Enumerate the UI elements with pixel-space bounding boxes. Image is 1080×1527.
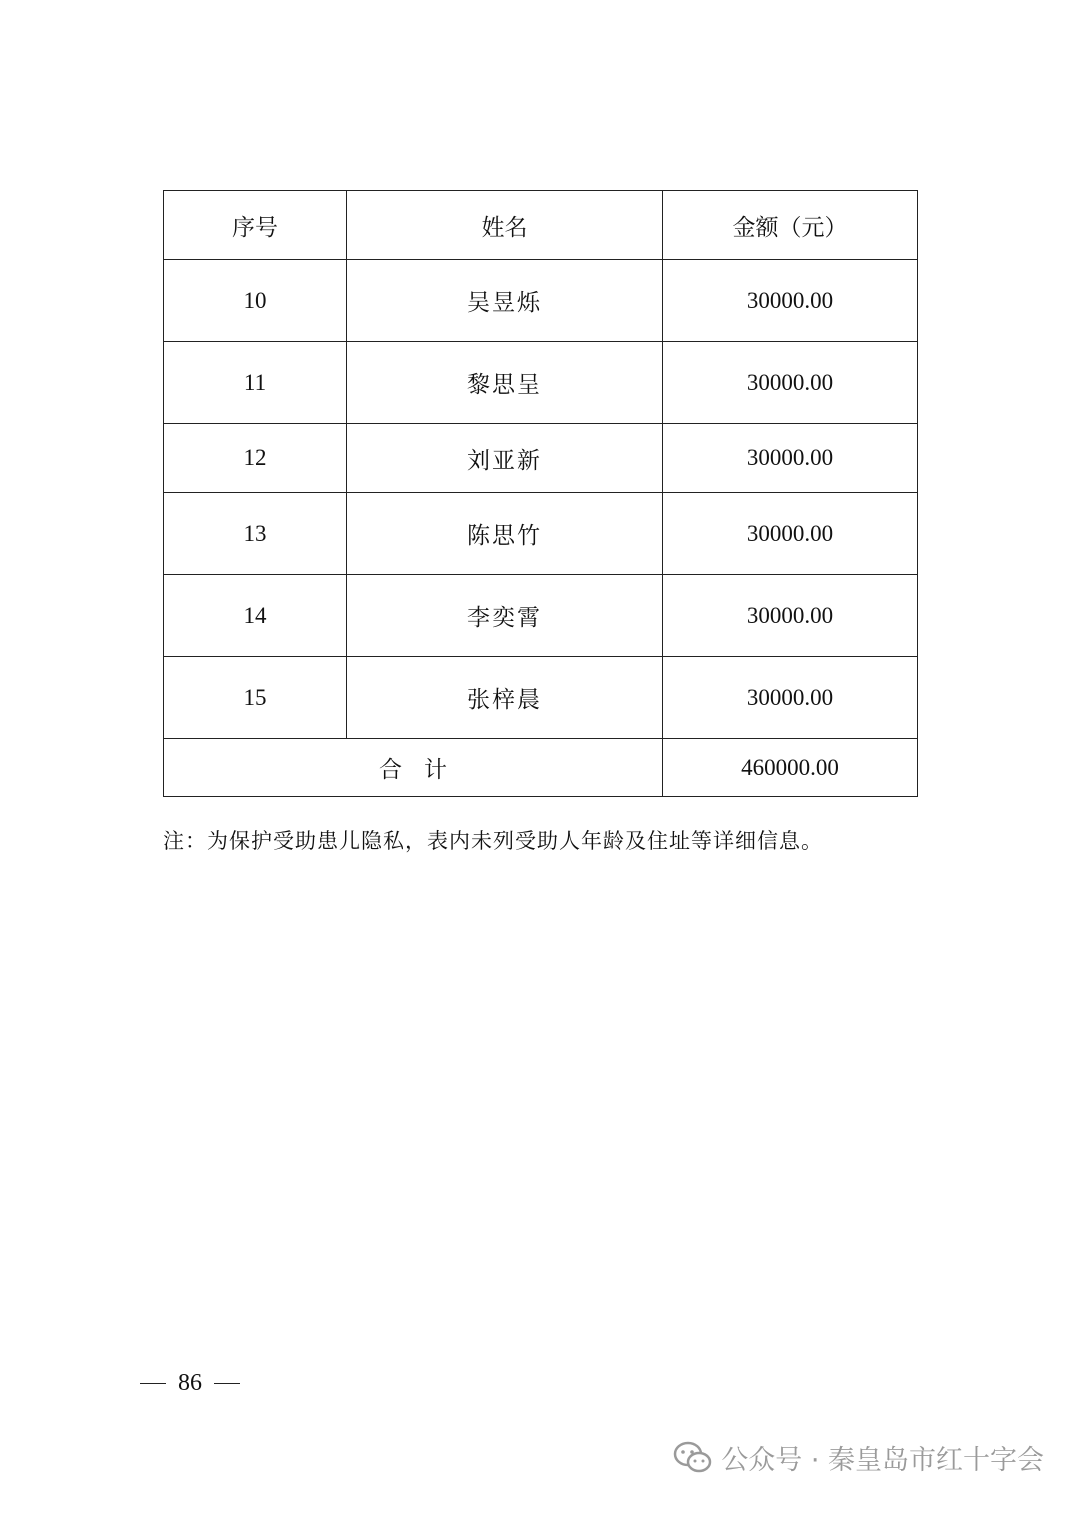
cell-seq: 13 bbox=[164, 493, 347, 575]
table-row bbox=[164, 260, 918, 342]
header-name: 姓名 bbox=[347, 191, 663, 260]
cell-name: 李奕霄 bbox=[347, 575, 663, 657]
cell-seq: 10 bbox=[164, 260, 347, 342]
header-seq: 序号 bbox=[164, 191, 347, 260]
cell-amount: 30000.00 bbox=[663, 342, 918, 424]
cell-seq: 15 bbox=[164, 657, 347, 739]
table-row bbox=[164, 575, 918, 657]
cell-amount: 30000.00 bbox=[663, 260, 918, 342]
table-row bbox=[164, 424, 918, 493]
cell-seq: 14 bbox=[164, 575, 347, 657]
cell-amount: 30000.00 bbox=[663, 424, 918, 493]
dash-right bbox=[214, 1383, 240, 1385]
cell-name: 张梓晨 bbox=[347, 657, 663, 739]
cell-name: 刘亚新 bbox=[347, 424, 663, 493]
cell-seq: 11 bbox=[164, 342, 347, 424]
page-number-value: 86 bbox=[178, 1370, 202, 1396]
cell-amount: 30000.00 bbox=[663, 493, 918, 575]
total-amount: 460000.00 bbox=[663, 739, 918, 797]
watermark-text: 公众号 · 秦皇岛市红十字会 bbox=[721, 1445, 1044, 1476]
cell-name: 陈思竹 bbox=[347, 493, 663, 575]
total-label: 合计 bbox=[164, 739, 663, 797]
cell-seq: 12 bbox=[164, 424, 347, 493]
wechat-icon bbox=[673, 1441, 713, 1475]
table-row bbox=[164, 342, 918, 424]
cell-amount: 30000.00 bbox=[663, 657, 918, 739]
privacy-note: 注：为保护受助患儿隐私，表内未列受助人年龄及住址等详细信息。 bbox=[163, 829, 823, 853]
table-row bbox=[164, 493, 918, 575]
page-number bbox=[140, 1370, 240, 1397]
table-row bbox=[164, 657, 918, 739]
cell-amount: 30000.00 bbox=[663, 575, 918, 657]
donation-table bbox=[163, 190, 918, 797]
header-amount: 金额（元） bbox=[663, 191, 918, 260]
table-total-row bbox=[164, 739, 918, 797]
cell-name: 黎思呈 bbox=[347, 342, 663, 424]
watermark bbox=[673, 1438, 1044, 1477]
table-header-row bbox=[164, 191, 918, 260]
cell-name: 吴昱烁 bbox=[347, 260, 663, 342]
dash-left bbox=[140, 1383, 166, 1385]
